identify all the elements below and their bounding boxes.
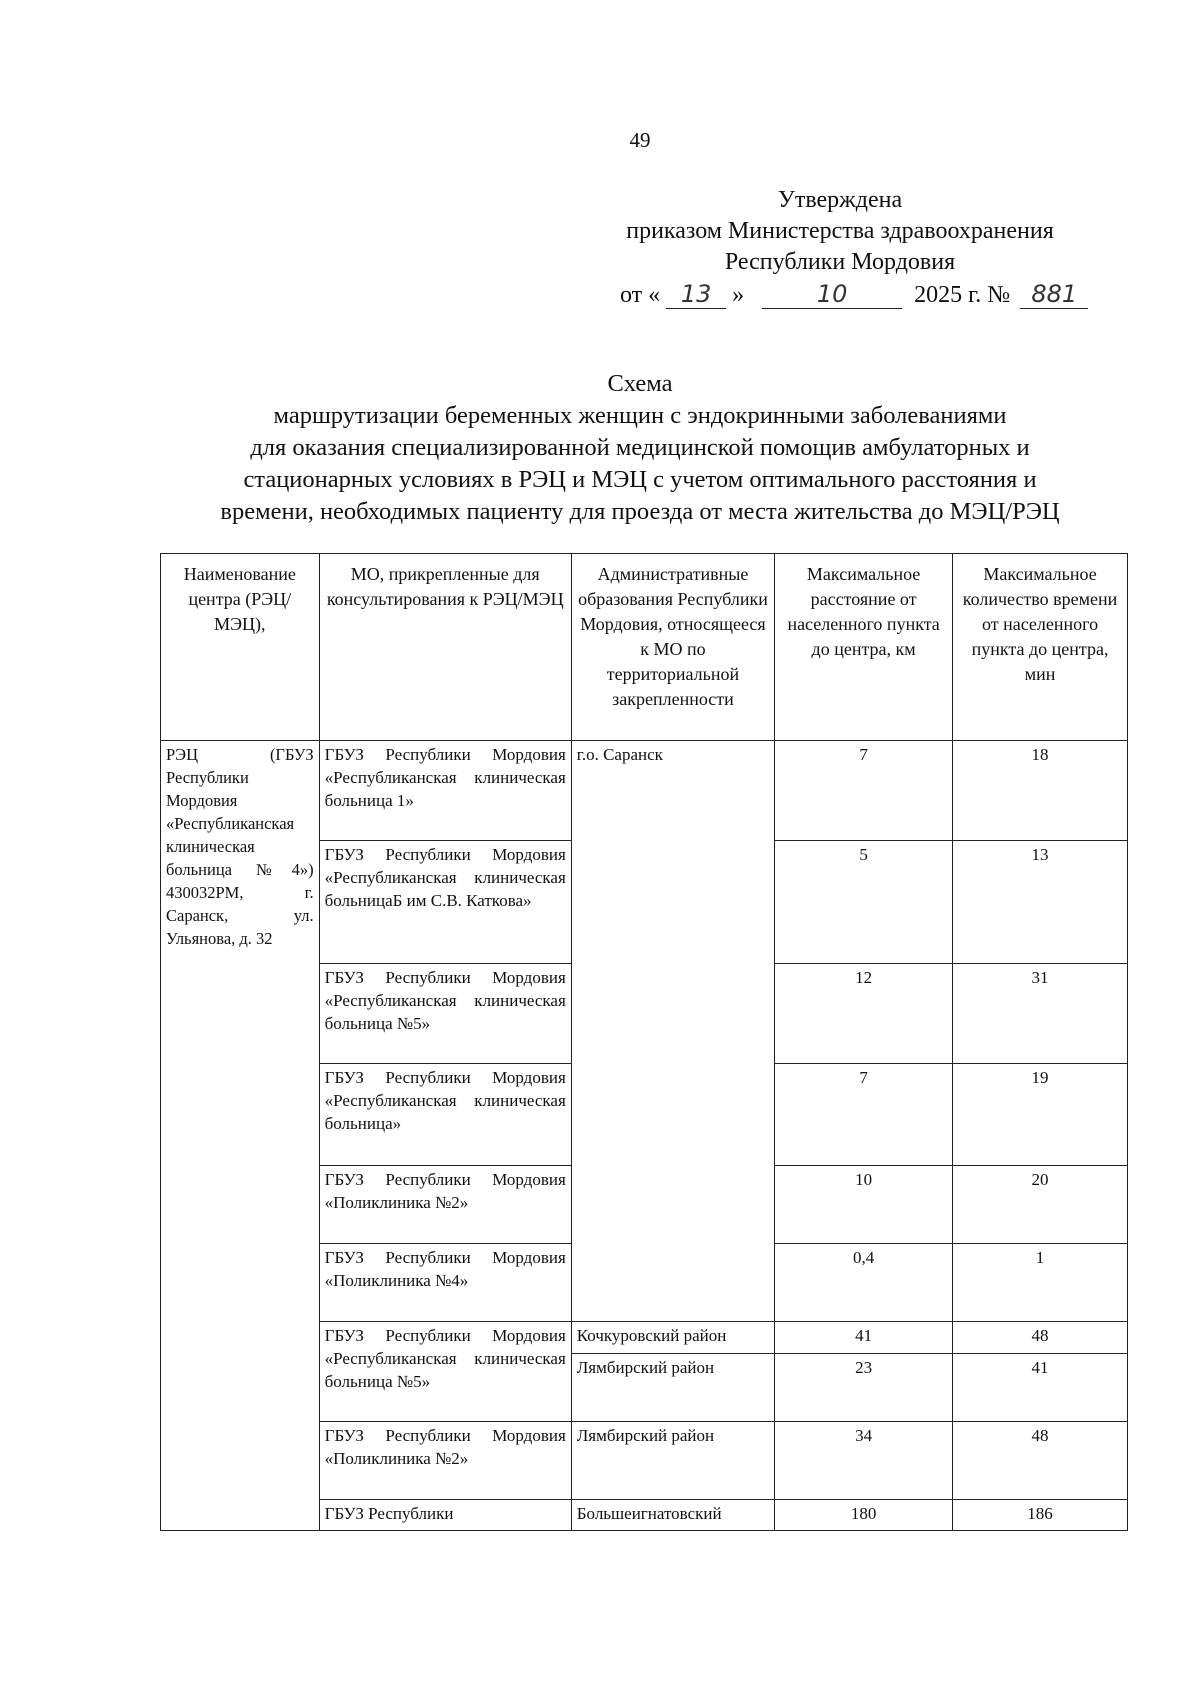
document-title (160, 368, 1120, 528)
distance-cell: 12 (775, 964, 953, 1064)
title-line-4: времени, необходимых пациенту для проезда от места жительства до МЭЦ/РЭЦ (220, 498, 1060, 525)
mo-cell: ГБУЗ Республики Мордовия «Республиканская клиническая больница 1» (319, 741, 571, 841)
mo-cell: ГБУЗ Республики Мордовия «Республиканская клиническая больницаБ им С.В. Каткова» (319, 841, 571, 964)
title-heading: Схема (607, 370, 673, 397)
distance-cell: 41 (775, 1322, 953, 1354)
distance-cell: 7 (775, 1064, 953, 1166)
date-day-handwritten: 13 (666, 280, 726, 309)
time-cell: 19 (953, 1064, 1128, 1166)
table-row (161, 741, 1128, 841)
date-month-handwritten: 10 (762, 280, 902, 309)
distance-cell: 180 (775, 1500, 953, 1531)
approval-republic-line: Республики Мордовия (724, 249, 956, 275)
header-max-time: Максимальное количество времени от населенного пункта до центра, мин (953, 554, 1128, 741)
mo-cell: ГБУЗ Республики Мордовия «Поликлиника №4» (319, 1244, 571, 1322)
header-admin-units: Административные образования Республики Мордовия, относящееся к МО по территориальной закрепленности (571, 554, 774, 741)
date-prefix: от « (620, 282, 661, 308)
time-cell: 48 (953, 1422, 1128, 1500)
mo-cell: ГБУЗ Республики Мордовия «Республиканская клиническая больница» (319, 1064, 571, 1166)
time-cell: 18 (953, 741, 1128, 841)
time-cell: 31 (953, 964, 1128, 1064)
time-cell: 48 (953, 1322, 1128, 1354)
approval-block (580, 185, 1100, 278)
distance-cell: 23 (775, 1354, 953, 1422)
header-center-name: Наименование центра (РЭЦ/МЭЦ), (161, 554, 320, 741)
time-cell: 41 (953, 1354, 1128, 1422)
date-year-number-label: 2025 г. № (914, 282, 1011, 308)
approval-title: Утверждена (777, 187, 903, 213)
approval-date-row (620, 280, 1088, 309)
mo-cell: ГБУЗ Республики Мордовия «Поликлиника №2» (319, 1166, 571, 1244)
mo-cell: ГБУЗ Республики Мордовия «Республиканская клиническая больница №5» (319, 1322, 571, 1422)
time-cell: 20 (953, 1166, 1128, 1244)
page-number: 49 (629, 128, 651, 152)
title-line-2: для оказания специализированной медицинской помощив амбулаторных и (250, 434, 1030, 461)
date-mid: » (732, 282, 745, 308)
routing-table (160, 553, 1128, 1531)
time-cell: 13 (953, 841, 1128, 964)
mo-cell: ГБУЗ Республики Мордовия «Республиканская клиническая больница №5» (319, 964, 571, 1064)
title-line-1: маршрутизации беременных женщин с эндокринными заболеваниями (273, 402, 1007, 429)
admin-cell: Большеигнатовский (571, 1500, 774, 1531)
admin-cell: Лямбирский район (571, 1354, 774, 1422)
title-line-3: стационарных условиях в РЭЦ и МЭЦ с учетом оптимального расстояния и (243, 466, 1037, 493)
admin-cell: Кочкуровский район (571, 1322, 774, 1354)
distance-cell: 0,4 (775, 1244, 953, 1322)
header-max-distance: Максимальное расстояние от населенного пункта до центра, км (775, 554, 953, 741)
time-cell: 186 (953, 1500, 1128, 1531)
mo-cell: ГБУЗ Республики (319, 1500, 571, 1531)
time-cell: 1 (953, 1244, 1128, 1322)
distance-cell: 34 (775, 1422, 953, 1500)
distance-cell: 5 (775, 841, 953, 964)
table-header-row (161, 554, 1128, 741)
header-attached-mo: МО, прикрепленные для консультирования к РЭЦ/МЭЦ (319, 554, 571, 741)
distance-cell: 7 (775, 741, 953, 841)
mo-cell: ГБУЗ Республики Мордовия «Поликлиника №2» (319, 1422, 571, 1500)
admin-cell: Лямбирский район (571, 1422, 774, 1500)
approval-order-line: приказом Министерства здравоохранения (626, 218, 1054, 244)
center-name-cell: РЭЦ (ГБУЗ Республики Мордовия «Республиканская клиническая больница №4») 430032РМ, г. Саранск, ул. Ульянова, д. 32 (161, 741, 320, 1531)
distance-cell: 10 (775, 1166, 953, 1244)
order-number-handwritten: 881 (1020, 280, 1088, 309)
admin-cell: г.о. Саранск (571, 741, 774, 1322)
